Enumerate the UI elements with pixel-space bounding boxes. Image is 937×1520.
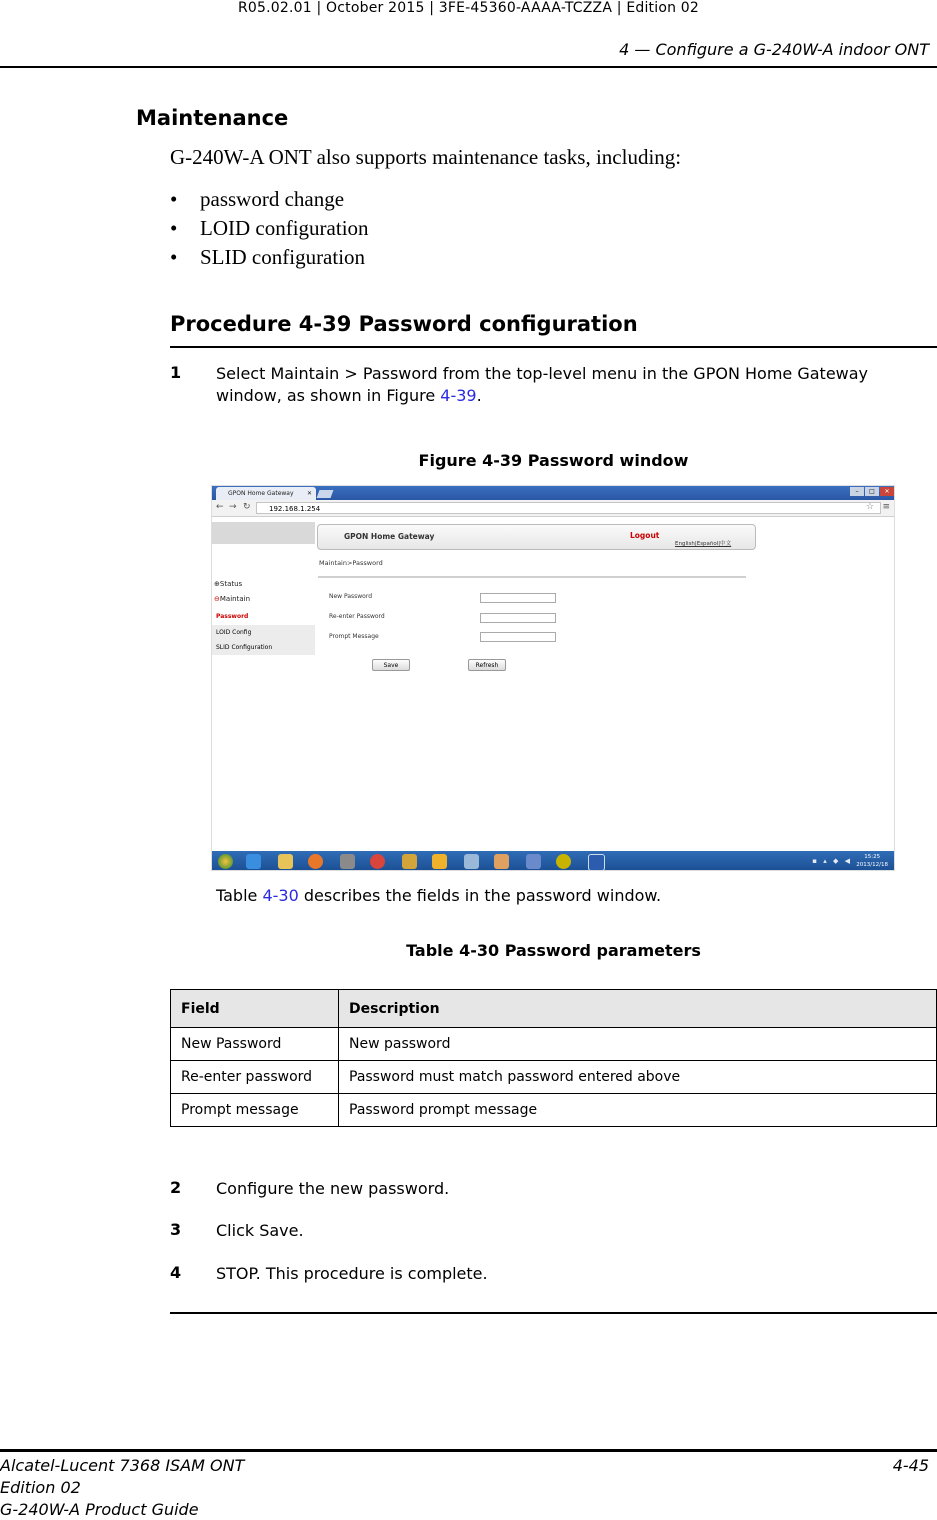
breadcrumb: Maintain>Password <box>319 559 383 567</box>
folder-icon[interactable] <box>278 854 293 869</box>
firefox-icon[interactable] <box>308 854 323 869</box>
table-reference-text: Table 4-30 describes the fields in the password window. <box>216 886 662 905</box>
user-icon[interactable] <box>494 854 509 869</box>
breadcrumb-divider <box>318 576 746 578</box>
gateway-banner <box>317 524 756 550</box>
plus-icon: ⊕ <box>214 580 220 588</box>
app-icon[interactable] <box>340 854 355 869</box>
url-input[interactable]: 192.168.1.254 <box>256 502 881 514</box>
header-doc-id: R05.02.01 | October 2015 | 3FE-45360-AAAA-TCZZA | Edition 02 <box>237 0 700 16</box>
browser-menu-icon[interactable]: ≡ <box>882 502 890 512</box>
close-tab-icon[interactable]: ✕ <box>306 490 312 497</box>
new-password-label: New Password <box>329 593 373 600</box>
save-button[interactable]: Save <box>372 659 410 671</box>
step-number: 2 <box>170 1178 182 1197</box>
outlook-icon[interactable] <box>432 854 447 869</box>
taskbar-clock[interactable]: 15:25 2013/12/18 <box>856 854 888 868</box>
table-row <box>171 1061 937 1094</box>
table-cell: New password <box>339 1028 937 1061</box>
header-chapter-title: 4 — Configure a G-240W-A indoor ONT <box>619 40 929 59</box>
word-icon[interactable] <box>588 854 605 871</box>
bullet-item: • SLID configuration <box>170 245 366 269</box>
step-text: Click Save. <box>216 1221 304 1240</box>
reload-icon[interactable]: ↻ <box>243 502 251 512</box>
table-row <box>171 1028 937 1061</box>
messenger-icon[interactable] <box>526 854 541 869</box>
forward-icon[interactable]: → <box>229 502 237 512</box>
start-icon[interactable] <box>218 854 233 869</box>
sidebar-item-loid-config[interactable]: LOID Config <box>212 625 315 640</box>
reenter-password-label: Re-enter Password <box>329 613 385 620</box>
refresh-button[interactable]: Refresh <box>468 659 506 671</box>
network-icon[interactable] <box>464 854 479 869</box>
table-cell: Prompt message <box>171 1094 339 1127</box>
new-tab-button[interactable] <box>317 490 334 498</box>
windows-taskbar <box>212 851 895 871</box>
table-cell: Password prompt message <box>339 1094 937 1127</box>
header-rule <box>0 66 937 68</box>
chat-icon[interactable] <box>556 854 571 869</box>
bookmark-star-icon[interactable]: ☆ <box>865 502 874 512</box>
figure-link[interactable]: 4-39 <box>440 386 477 405</box>
language-links[interactable]: English|Español|中文 <box>675 541 732 547</box>
prompt-message-label: Prompt Message <box>329 633 379 640</box>
column-header-description: Description <box>339 990 937 1028</box>
notes-icon[interactable] <box>402 854 417 869</box>
table-cell: New Password <box>171 1028 339 1061</box>
table-title: Table 4-30 Password parameters <box>406 941 701 960</box>
back-icon[interactable]: ← <box>216 502 224 512</box>
minus-icon: ⊖ <box>214 595 220 603</box>
step-text: Configure the new password. <box>216 1179 450 1198</box>
browser-tab[interactable]: GPON Home Gateway ✕ <box>216 487 316 500</box>
footer-rule <box>0 1449 937 1452</box>
bullet-item: • LOID configuration <box>170 216 369 240</box>
section-title: Maintenance <box>136 106 289 130</box>
procedure-title: Procedure 4-39 Password configuration <box>170 312 638 336</box>
minimize-icon[interactable]: – <box>850 487 864 496</box>
step-number: 4 <box>170 1263 182 1282</box>
procedure-end-rule <box>170 1312 937 1314</box>
step-text: Select Maintain > Password from the top-level menu in the GPON Home Gateway window, as shown in Figure 4-39. <box>216 364 869 405</box>
intro-paragraph: G-240W-A ONT also supports maintenance tasks, including: <box>170 145 682 169</box>
table-cell: Password must match password entered above <box>339 1061 937 1094</box>
page-number: 4-45 <box>892 1456 929 1475</box>
reenter-password-input[interactable] <box>480 613 556 623</box>
step-number: 1 <box>170 363 182 382</box>
bullet-icon: • <box>170 245 178 269</box>
table-header-row <box>171 990 937 1028</box>
step-number: 3 <box>170 1220 182 1239</box>
window-controls <box>850 487 894 496</box>
close-window-icon[interactable]: ✕ <box>880 487 894 496</box>
footer-product: Alcatel-Lucent 7368 ISAM ONT <box>0 1456 245 1475</box>
bullet-icon: • <box>170 216 178 240</box>
column-header-field: Field <box>171 990 339 1028</box>
gateway-title: GPON Home Gateway <box>344 532 435 541</box>
footer-guide: G-240W-A Product Guide <box>0 1500 199 1519</box>
bullet-icon: • <box>170 187 178 211</box>
address-bar <box>212 500 895 517</box>
ie-icon[interactable] <box>246 854 261 869</box>
procedure-rule <box>170 346 937 348</box>
prompt-message-input[interactable] <box>480 632 556 642</box>
sidebar-header-block <box>212 522 315 544</box>
footer-edition: Edition 02 <box>0 1478 81 1497</box>
password-parameters-table <box>170 989 937 1127</box>
figure-title: Figure 4-39 Password window <box>418 451 689 470</box>
table-row <box>171 1094 937 1127</box>
sidebar-item-status[interactable]: ⊕Status <box>214 580 243 588</box>
sidebar-item-slid-configuration[interactable]: SLID Configuration <box>212 640 315 655</box>
new-password-input[interactable] <box>480 593 556 603</box>
system-tray-icons[interactable]: ▪ ▴ ◆ ◀ <box>812 857 852 865</box>
bullet-item: • password change <box>170 187 345 211</box>
step-text: STOP. This procedure is complete. <box>216 1264 488 1283</box>
browser-tab-bar <box>212 486 895 500</box>
maximize-icon[interactable]: □ <box>865 487 879 496</box>
sidebar-item-password[interactable]: Password <box>212 609 315 624</box>
table-link[interactable]: 4-30 <box>262 886 299 905</box>
chrome-icon[interactable] <box>370 854 385 869</box>
logout-link[interactable]: Logout <box>630 531 660 540</box>
password-window-screenshot <box>211 485 895 871</box>
table-cell: Re-enter password <box>171 1061 339 1094</box>
sidebar-item-maintain[interactable]: ⊖Maintain <box>214 595 251 603</box>
